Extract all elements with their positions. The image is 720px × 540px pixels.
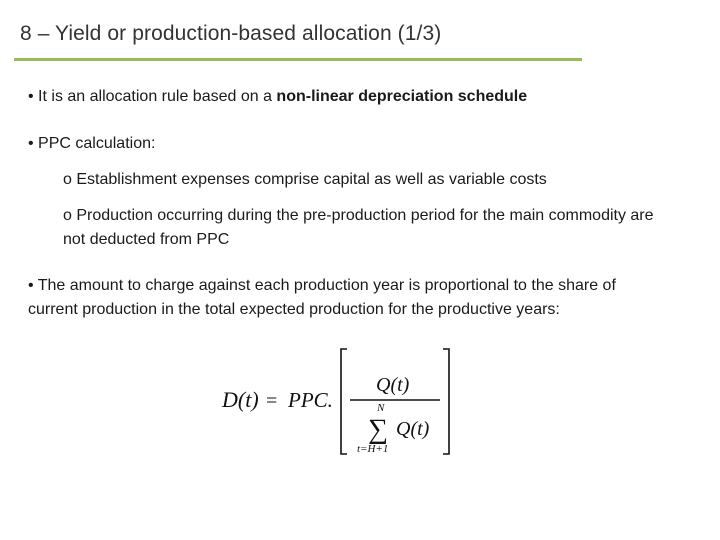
bullet-ppc-calculation: • PPC calculation: bbox=[28, 135, 156, 152]
bullet-allocation-rule-bold: non-linear depreciation schedule bbox=[276, 88, 528, 105]
bullet-allocation-rule bbox=[28, 85, 527, 109]
formula-sum-term: Q(t) bbox=[396, 418, 430, 440]
formula-numerator: Q(t) bbox=[376, 374, 410, 396]
formula-sum-upper: N bbox=[377, 402, 385, 414]
subbullet-establishment-expenses: o Establishment expenses comprise capital as well as variable costs bbox=[63, 171, 547, 188]
formula-sum-symbol: ∑ bbox=[368, 414, 388, 445]
title-underline bbox=[14, 58, 582, 61]
formula-lhs: D(t) bbox=[222, 387, 259, 412]
subbullet-pre-production: o Production occurring during the pre-production period for the main commodity are not deducted from PPC bbox=[63, 207, 654, 248]
formula-sum-lower: t=H+1 bbox=[357, 443, 389, 455]
bullet-allocation-rule-text: • It is an allocation rule based on a bbox=[28, 88, 277, 105]
formula-equals: = bbox=[266, 390, 278, 412]
formula-ppc: PPC. bbox=[288, 388, 333, 412]
depreciation-formula bbox=[214, 344, 464, 459]
formula-right-bracket bbox=[443, 349, 449, 454]
bullet-amount-to-charge: • The amount to charge against each production year is proportional to the share of current production in the total expected production for the productive years: bbox=[28, 277, 616, 318]
formula-left-bracket bbox=[341, 349, 347, 454]
slide-title: 8 – Yield or production-based allocation (1/3) bbox=[20, 22, 442, 45]
